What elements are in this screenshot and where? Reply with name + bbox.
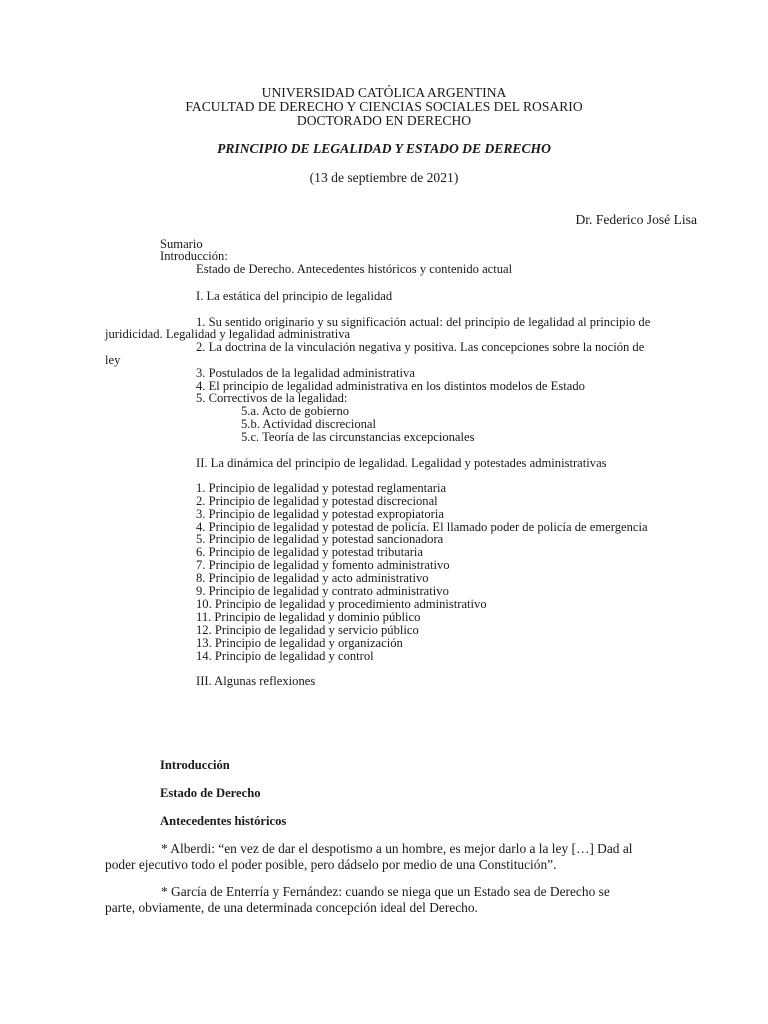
summary-part1-subitem: 5.a. Acto de gobierno bbox=[241, 404, 350, 418]
summary-part2-item: 9. Principio de legalidad y contrato administrativo bbox=[196, 584, 449, 598]
section-heading-intro: Introducción bbox=[160, 758, 230, 772]
summary-part1-item: 1. Su sentido originario y su significación actual: del principio de legalidad al principio de bbox=[196, 315, 651, 329]
paragraph-line: poder ejecutivo todo el poder posible, pero dádselo por medio de una Constitución”. bbox=[105, 857, 557, 872]
summary-part2-item: 12. Principio de legalidad y servicio público bbox=[196, 623, 419, 637]
summary-intro-label: Introducción: bbox=[160, 249, 228, 263]
summary-part1-item: 3. Postulados de la legalidad administrativa bbox=[196, 366, 415, 380]
summary-part1-item-cont: juridicidad. Legalidad y legalidad administrativa bbox=[105, 327, 351, 341]
summary-heading: Sumario bbox=[160, 237, 203, 251]
faculty-name: FACULTAD DE DERECHO Y CIENCIAS SOCIALES DEL ROSARIO bbox=[185, 99, 583, 114]
summary-part2-heading: II. La dinámica del principio de legalidad. Legalidad y potestades administrativas bbox=[196, 456, 607, 470]
summary-part2-item: 14. Principio de legalidad y control bbox=[196, 649, 374, 663]
summary-part2-item: 2. Principio de legalidad y potestad discrecional bbox=[196, 494, 438, 508]
summary-part1-item: 2. La doctrina de la vinculación negativa y positiva. Las concepciones sobre la noción de bbox=[196, 340, 645, 354]
document-author: Dr. Federico José Lisa bbox=[575, 212, 697, 227]
paragraph-line: * García de Enterría y Fernández: cuando se niega que un Estado sea de Derecho se bbox=[161, 884, 610, 899]
summary-part2-item: 5. Principio de legalidad y potestad sancionadora bbox=[196, 532, 444, 546]
summary-intro-item: Estado de Derecho. Antecedentes históricos y contenido actual bbox=[196, 262, 513, 276]
paragraph-alberdi bbox=[105, 841, 697, 873]
section-heading-antecedentes: Antecedentes históricos bbox=[160, 814, 287, 828]
university-name: UNIVERSIDAD CATÓLICA ARGENTINA bbox=[261, 85, 507, 100]
summary-part1-subitem: 5.c. Teoría de las circunstancias excepcionales bbox=[241, 430, 475, 444]
summary-part2-item: 1. Principio de legalidad y potestad reglamentaria bbox=[196, 481, 447, 495]
document-date: (13 de septiembre de 2021) bbox=[309, 170, 459, 185]
section-heading-estado: Estado de Derecho bbox=[160, 786, 261, 800]
program-name: DOCTORADO EN DERECHO bbox=[296, 113, 472, 128]
summary-part1-subitem: 5.b. Actividad discrecional bbox=[241, 417, 376, 431]
summary-part2-item: 10. Principio de legalidad y procedimiento administrativo bbox=[196, 597, 487, 611]
summary-part1-item: 5. Correctivos de la legalidad: bbox=[196, 391, 348, 405]
document-title: PRINCIPIO DE LEGALIDAD Y ESTADO DE DERECHO bbox=[217, 141, 551, 156]
summary-part1-item-cont: ley bbox=[105, 353, 121, 367]
summary-part2-item: 8. Principio de legalidad y acto administrativo bbox=[196, 571, 429, 585]
paragraph-line: * Alberdi: “en vez de dar el despotismo a un hombre, es mejor darlo a la ley […] Dad al bbox=[161, 841, 633, 856]
paragraph-line: parte, obviamente, de una determinada concepción ideal del Derecho. bbox=[105, 900, 478, 915]
paragraph-garcia bbox=[105, 884, 697, 916]
summary-part1-heading: I. La estática del principio de legalidad bbox=[196, 289, 393, 303]
summary-part3-heading: III. Algunas reflexiones bbox=[196, 674, 316, 688]
summary-part2-item: 3. Principio de legalidad y potestad expropiatoria bbox=[196, 507, 444, 521]
summary-part2-item: 4. Principio de legalidad y potestad de policía. El llamado poder de policía de emergencia bbox=[196, 520, 648, 534]
summary-part2-item: 11. Principio de legalidad y dominio público bbox=[196, 610, 421, 624]
summary-part1-item: 4. El principio de legalidad administrativa en los distintos modelos de Estado bbox=[196, 379, 585, 393]
summary-part2-item: 6. Principio de legalidad y potestad tributaria bbox=[196, 545, 423, 559]
summary-part2-item: 7. Principio de legalidad y fomento administrativo bbox=[196, 558, 450, 572]
summary-part2-item: 13. Principio de legalidad y organización bbox=[196, 636, 403, 650]
